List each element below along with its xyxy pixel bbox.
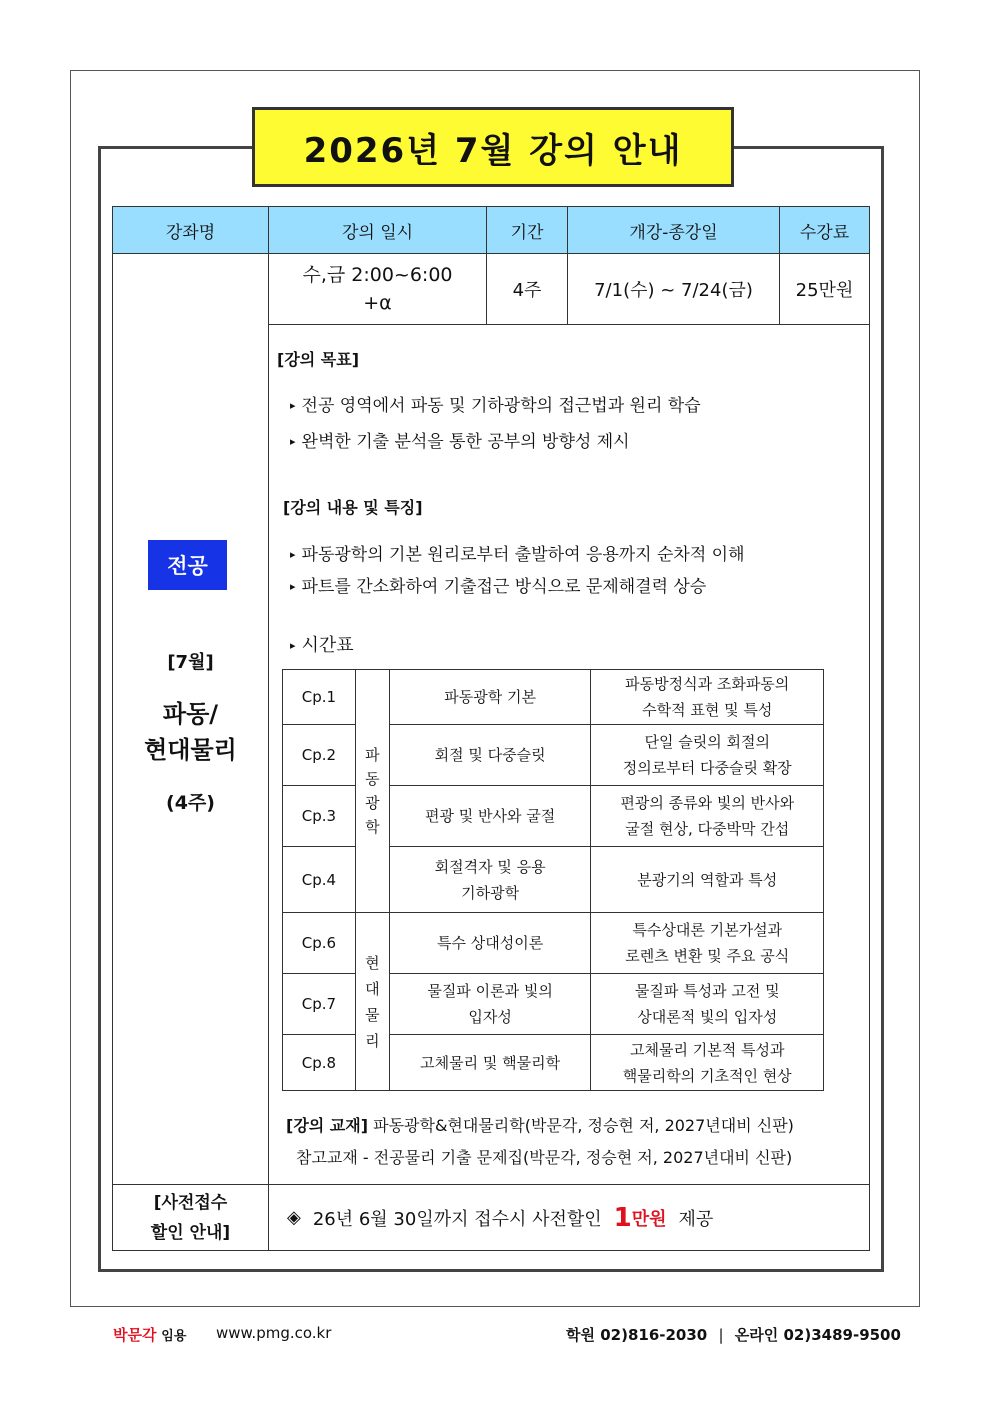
header-dates: 개강-종강일	[567, 206, 780, 254]
bullet-triangle-icon: ▸	[290, 580, 296, 593]
desc-cell: 특수상대론 기본가설과 로렌츠 변환 및 주요 공식	[591, 913, 824, 974]
footer-website[interactable]: www.pmg.co.kr	[216, 1324, 332, 1342]
course-fee: 25만원	[779, 253, 870, 325]
textbook-label: [강의 교재]	[286, 1116, 369, 1135]
bullet-triangle-icon: ▸	[290, 435, 296, 448]
discount-label: [사전접수 할인 안내]	[112, 1184, 269, 1251]
topic-cell: 파동광학 기본	[389, 670, 591, 725]
discount-text-end: 제공	[678, 1208, 714, 1230]
bullet-triangle-icon: ▸	[290, 639, 296, 652]
discount-text: 26년 6월 30일까지 접수시 사전할인	[312, 1208, 602, 1230]
page-title: 2026년 7월 강의 안내	[252, 107, 734, 187]
features-heading: [강의 내용 및 특징]	[283, 498, 423, 517]
feature-item: ▸ 파동광학의 기본 원리로부터 출발하여 응용까지 순차적 이해	[290, 545, 745, 565]
course-name-line1: 파동/	[162, 700, 219, 728]
cp-number: Cp.1	[283, 670, 356, 725]
group-label-wave-optics: 파 동 광 학	[355, 670, 389, 913]
discount-amount-unit: 만원	[631, 1208, 667, 1230]
desc-cell: 파동방정식과 조화파동의 수학적 표현 및 특성	[591, 670, 824, 725]
bullet-triangle-icon: ▸	[290, 399, 296, 412]
textbook-reference: 참고교재 - 전공물리 기출 문제집(박문각, 정승현 저, 2027년대비 신판)	[296, 1148, 793, 1167]
textbook-main	[286, 1113, 794, 1136]
topic-cell: 회절격자 및 응용 기하광학	[389, 847, 591, 913]
timetable	[282, 669, 824, 1091]
header-fee: 수강료	[779, 206, 870, 254]
goal-item: ▸ 완벽한 기출 분석을 통한 공부의 방향성 제시	[290, 432, 630, 452]
topic-cell: 회절 및 다중슬릿	[389, 725, 591, 786]
major-badge: 전공	[148, 540, 227, 590]
cp-number: Cp.7	[283, 974, 356, 1035]
cp-number: Cp.3	[283, 786, 356, 847]
group-label-modern-physics: 현 대 물 리	[355, 913, 389, 1091]
footer-contact: 학원 02)816-2030 | 온라인 02)3489-9500	[566, 1326, 901, 1344]
table-row	[283, 670, 824, 725]
course-schedule	[268, 253, 487, 325]
goal-item: ▸ 전공 영역에서 파동 및 기하광학의 접근법과 원리 학습	[290, 396, 701, 416]
cp-number: Cp.6	[283, 913, 356, 974]
diamond-icon: ◈	[287, 1207, 301, 1228]
topic-cell: 물질파 이론과 빛의 입자성	[389, 974, 591, 1035]
desc-cell: 편광의 종류와 빛의 반사와 굴절 현상, 다중박막 간섭	[591, 786, 824, 847]
desc-cell: 물질파 특성과 고전 및 상대론적 빛의 입자성	[591, 974, 824, 1035]
feature-item: ▸ 파트를 간소화하여 기출접근 방식으로 문제해결력 상승	[290, 577, 707, 597]
header-course-name: 강좌명	[112, 206, 269, 254]
header-schedule: 강의 일시	[268, 206, 487, 254]
course-dates: 7/1(수) ~ 7/24(금)	[567, 253, 780, 325]
table-row	[283, 913, 824, 974]
timetable-label: ▸ 시간표	[290, 635, 354, 656]
topic-cell: 편광 및 반사와 굴절	[389, 786, 591, 847]
desc-cell: 단일 슬릿의 회절의 정의로부터 다중슬릿 확장	[591, 725, 824, 786]
discount-info	[268, 1184, 870, 1251]
goals-heading: [강의 목표]	[277, 350, 360, 369]
schedule-line2: +α	[363, 292, 392, 314]
course-month: [7월]	[167, 652, 214, 673]
desc-cell: 고체물리 기본적 특성과 핵물리학의 기초적인 현상	[591, 1035, 824, 1091]
header-duration: 기간	[486, 206, 568, 254]
schedule-line1: 수,금 2:00~6:00	[302, 264, 453, 286]
textbook-title: 파동광학&현대물리학(박문각, 정승현 저, 2027년대비 신판)	[373, 1116, 794, 1135]
topic-cell: 특수 상대성이론	[389, 913, 591, 974]
desc-cell: 분광기의 역할과 특성	[591, 847, 824, 913]
topic-cell: 고체물리 및 핵물리학	[389, 1035, 591, 1091]
footer-logo: 박문각 임용	[113, 1326, 187, 1344]
cp-number: Cp.4	[283, 847, 356, 913]
course-name-line2: 현대물리	[144, 736, 237, 764]
discount-amount-number: 1	[613, 1202, 632, 1233]
cp-number: Cp.8	[283, 1035, 356, 1091]
course-duration: 4주	[486, 253, 568, 325]
course-weeks: (4주)	[166, 792, 215, 814]
bullet-triangle-icon: ▸	[290, 548, 296, 561]
cp-number: Cp.2	[283, 725, 356, 786]
